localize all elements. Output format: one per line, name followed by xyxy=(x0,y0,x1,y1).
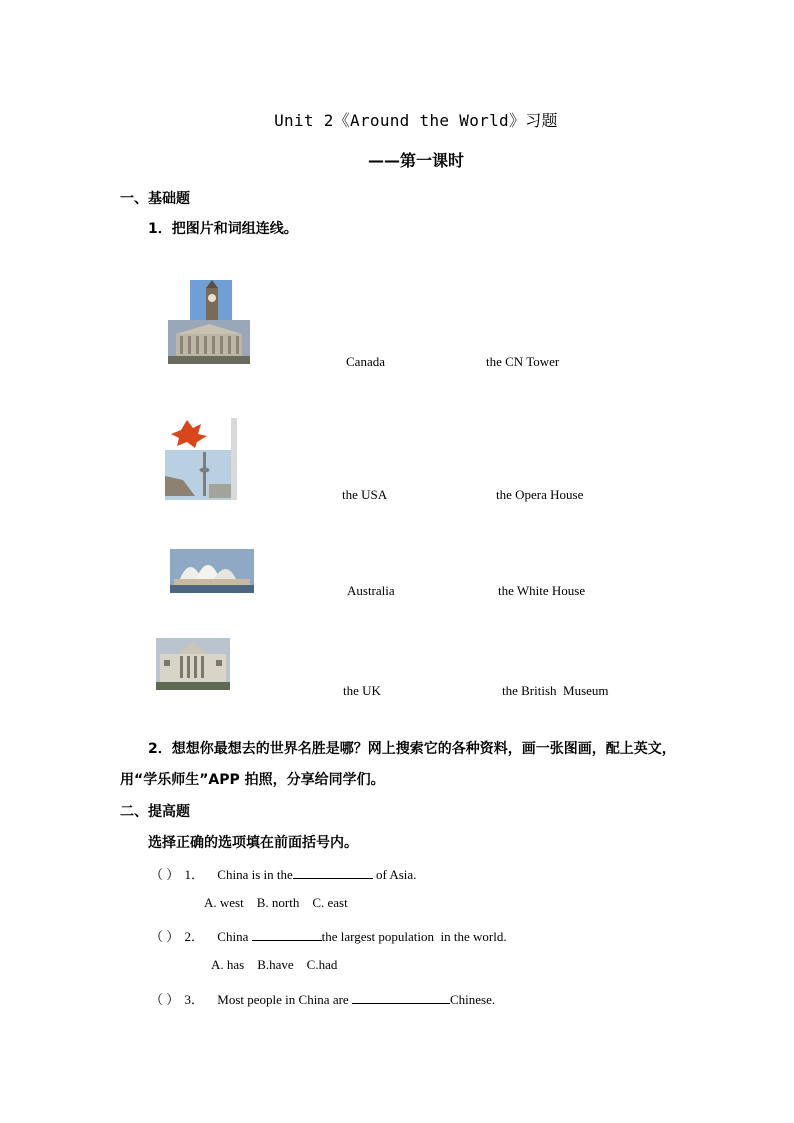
match-left-usa: the USA xyxy=(342,487,388,502)
question-text-before: China is in the xyxy=(217,867,293,882)
match-left-canada: Canada xyxy=(346,354,385,369)
white-house-image xyxy=(156,638,230,690)
match-left-uk: the UK xyxy=(343,683,381,698)
match-right-white-house: the White House xyxy=(498,583,586,598)
answer-bracket[interactable]: （ ） xyxy=(150,867,180,882)
question-text-before: China xyxy=(217,929,252,944)
choice-question-3 xyxy=(150,989,495,1008)
picture-maple-leaf-cn-tower xyxy=(165,418,237,500)
question-text-before: Most people in China are xyxy=(217,992,352,1007)
opera-house-image xyxy=(170,549,254,593)
picture-white-house xyxy=(156,638,230,690)
answer-blank[interactable] xyxy=(293,867,373,879)
choice-options-1: A. west B. north C. east xyxy=(204,895,348,910)
choice-question-2 xyxy=(150,926,507,945)
answer-blank[interactable] xyxy=(252,929,322,941)
match-left-australia: Australia xyxy=(347,583,395,598)
match-right-cn-tower: the CN Tower xyxy=(486,354,560,369)
question-2-line-2: 用“学乐师生”APP 拍照，分享给同学们。 xyxy=(120,772,385,788)
match-right-british-museum: the British Museum xyxy=(502,683,609,698)
section-2-instruction: 选择正确的选项填在前面括号内。 xyxy=(148,835,358,851)
big-ben-museum-image xyxy=(168,280,254,366)
match-right-opera-house: the Opera House xyxy=(496,487,584,502)
answer-bracket[interactable]: （ ） xyxy=(150,992,180,1007)
question-number: 1． xyxy=(184,867,205,882)
picture-big-ben-british-museum xyxy=(168,280,254,366)
question-text-after: Chinese. xyxy=(449,992,496,1007)
answer-blank[interactable] xyxy=(352,992,450,1004)
question-text-after: the largest population in the world. xyxy=(321,929,507,944)
answer-bracket[interactable]: （ ） xyxy=(150,929,180,944)
question-number: 3． xyxy=(184,992,205,1007)
section-1-heading: 一、基础题 xyxy=(120,191,190,207)
section-2-heading: 二、提高题 xyxy=(120,804,190,820)
question-1-instruction: 1．把图片和词组连线。 xyxy=(148,221,298,237)
question-text-after: of Asia. xyxy=(372,867,417,882)
choice-options-2: A. has B.have C.had xyxy=(211,957,338,972)
choice-question-1 xyxy=(150,864,416,883)
question-number: 2． xyxy=(184,929,205,944)
maple-cn-tower-image xyxy=(165,418,237,500)
document-subtitle: ——第一课时 xyxy=(367,151,464,170)
question-2-line-1: 2．想想你最想去的世界名胜是哪？网上搜索它的各种资料，画一张图画，配上英文， xyxy=(148,741,676,757)
document-title: Unit 2《Around the World》习题 xyxy=(274,111,558,130)
picture-sydney-opera-house xyxy=(170,549,254,593)
